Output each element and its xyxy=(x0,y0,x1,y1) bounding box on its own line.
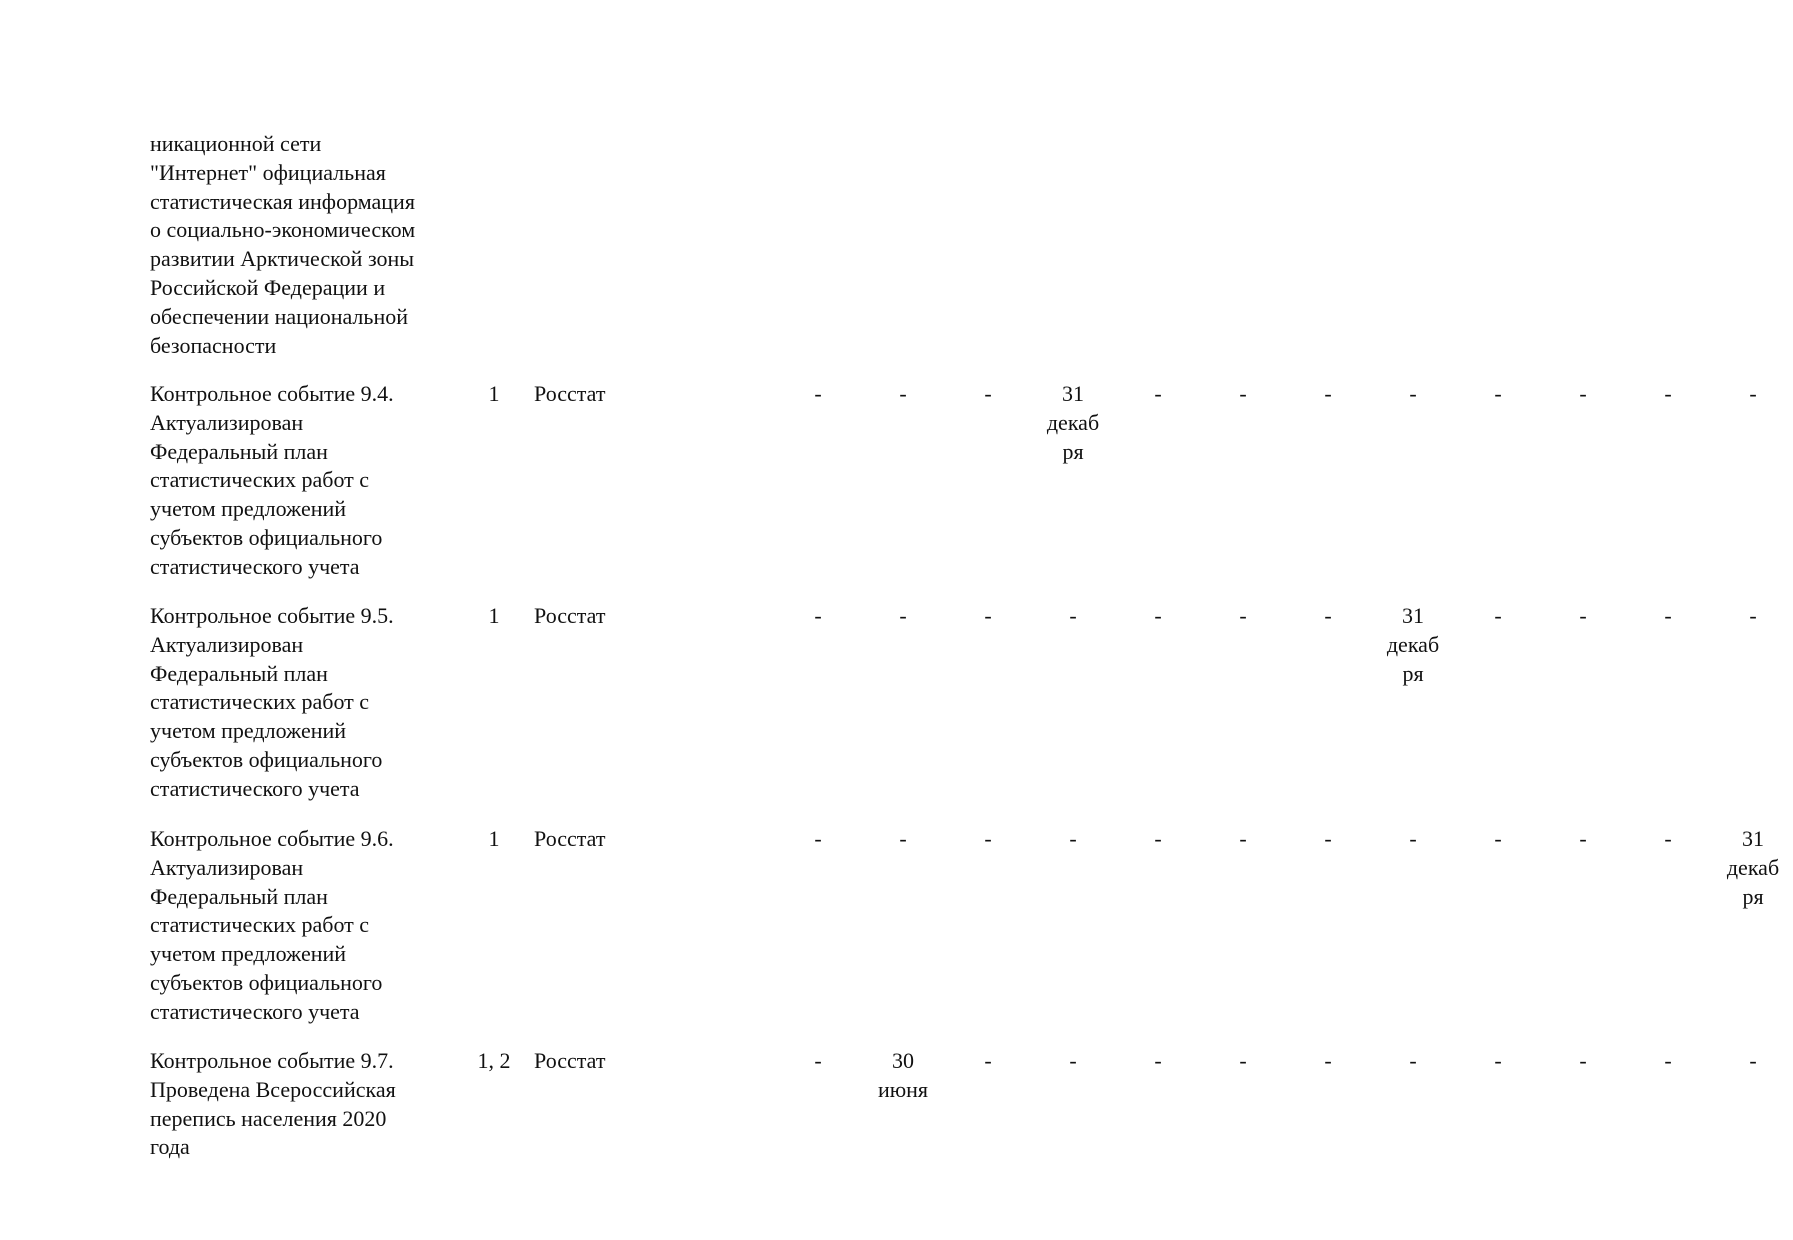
period-cell: - xyxy=(1409,826,1417,851)
period-cell: - xyxy=(1324,381,1332,406)
period-cell: - xyxy=(984,381,992,406)
period-cell: - xyxy=(1154,603,1162,628)
period-cell: - xyxy=(1579,826,1587,851)
period-cell: - xyxy=(1664,1048,1672,1073)
period-cell: - xyxy=(984,826,992,851)
period-cell: - xyxy=(1494,826,1502,851)
period-cell: - xyxy=(1154,381,1162,406)
period-cell: - xyxy=(984,1048,992,1073)
period-cell: - xyxy=(899,603,907,628)
period-cell: 30 июня xyxy=(877,1048,929,1102)
period-cell: - xyxy=(1069,826,1077,851)
event-description: Контрольное событие 9.7. Проведена Всероссийская перепись населения 2020 года xyxy=(150,1048,396,1160)
period-cell: - xyxy=(814,381,822,406)
period-cell: - xyxy=(1069,603,1077,628)
period-cell: - xyxy=(1494,381,1502,406)
event-description: Контрольное событие 9.6. Актуализирован Федеральный план статистических работ с учетом предложений субъектов официального статистического учета xyxy=(150,826,394,1024)
period-cell: 31 декаб ря xyxy=(1046,381,1100,464)
period-cell: - xyxy=(899,381,907,406)
event-description: Контрольное событие 9.4. Актуализирован Федеральный план статистических работ с учетом предложений субъектов официального статистического учета xyxy=(150,381,394,579)
period-cell: - xyxy=(1664,826,1672,851)
period-cell: - xyxy=(1324,603,1332,628)
task-number: 1 xyxy=(488,826,500,851)
period-cell: 31 декаб ря xyxy=(1386,603,1440,686)
period-cell: - xyxy=(1324,1048,1332,1073)
period-cell: - xyxy=(1664,603,1672,628)
period-cell: - xyxy=(984,603,992,628)
task-number: 1 xyxy=(488,381,500,406)
period-cell: - xyxy=(1579,1048,1587,1073)
period-cell: - xyxy=(1239,826,1247,851)
period-cell: - xyxy=(814,826,822,851)
period-cell: - xyxy=(1749,603,1757,628)
period-cell: - xyxy=(1239,381,1247,406)
period-cell: - xyxy=(1749,1048,1757,1073)
period-cell: - xyxy=(814,603,822,628)
task-number: 1 xyxy=(488,603,500,628)
period-cell: - xyxy=(1154,826,1162,851)
period-cell: - xyxy=(1324,826,1332,851)
period-cell: - xyxy=(1579,603,1587,628)
period-cell: - xyxy=(1239,1048,1247,1073)
period-cell: - xyxy=(1154,1048,1162,1073)
period-cell: - xyxy=(1664,381,1672,406)
responsible-body: Росстат xyxy=(534,603,606,628)
period-cell: - xyxy=(1069,1048,1077,1073)
responsible-body: Росстат xyxy=(534,826,606,851)
period-cell: - xyxy=(1409,381,1417,406)
period-cell: - xyxy=(1494,1048,1502,1073)
period-cell: - xyxy=(1494,603,1502,628)
period-cell: 31 декаб ря xyxy=(1726,826,1780,909)
period-cell: - xyxy=(1749,381,1757,406)
responsible-body: Росстат xyxy=(534,381,606,406)
task-number: 1, 2 xyxy=(477,1048,511,1073)
period-cell: - xyxy=(1239,603,1247,628)
period-cell: - xyxy=(1409,1048,1417,1073)
period-cell: - xyxy=(1579,381,1587,406)
event-description: Контрольное событие 9.5. Актуализирован Федеральный план статистических работ с учетом предложений субъектов официального статистического учета xyxy=(150,603,394,801)
period-cell: - xyxy=(899,826,907,851)
responsible-body: Росстат xyxy=(534,1048,606,1073)
continuation-text: никационной сети "Интернет" официальная статистическая информация о социально-экономическом развитии Арктической зоны Российской Федерации и обеспечении национальной безопасности xyxy=(150,131,416,358)
period-cell: - xyxy=(814,1048,822,1073)
